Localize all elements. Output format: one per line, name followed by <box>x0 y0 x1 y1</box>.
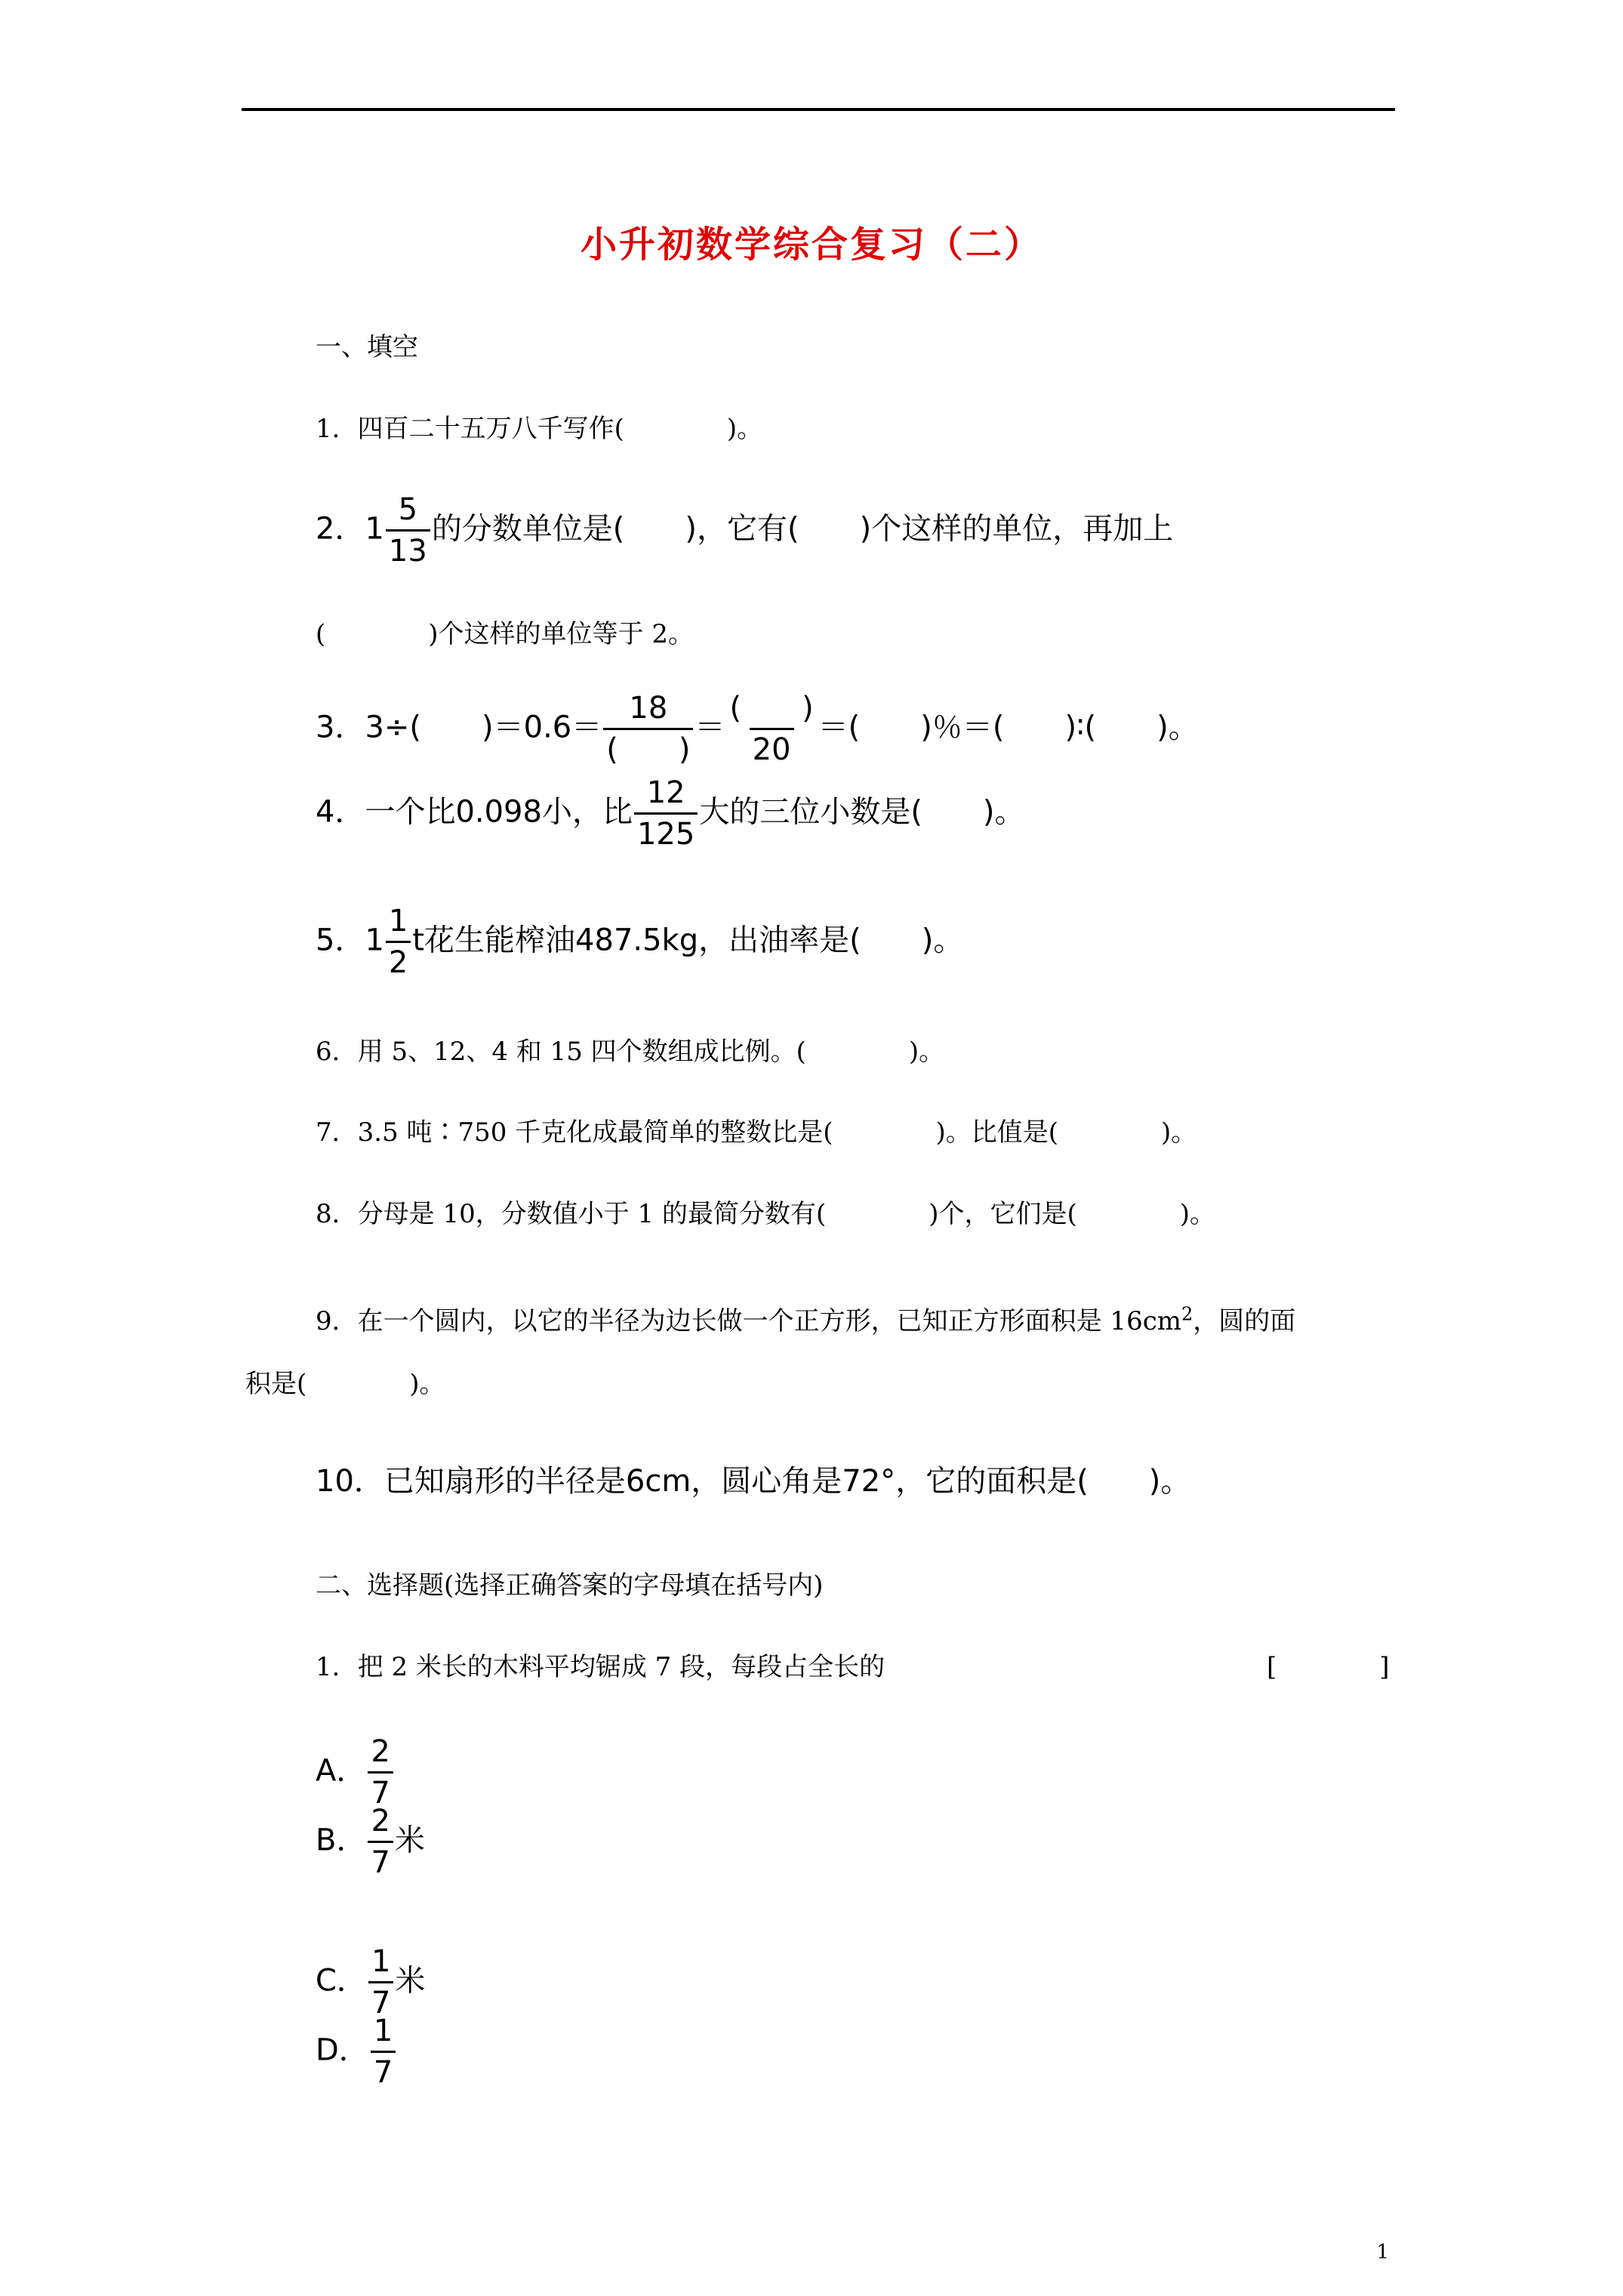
question-8: 8．分母是 10，分数值小于 1 的最简分数有( )个，它们是( )。 <box>316 1199 1216 1229</box>
option-b <box>316 1806 425 1878</box>
q5-num: 5． <box>316 923 365 958</box>
q2-num: 2． <box>316 511 365 547</box>
q3-equals: ＝ <box>694 710 725 745</box>
option-a-num: 2 <box>371 1734 390 1769</box>
question-2 <box>316 492 1174 569</box>
q3-part-a: 3．3÷( )＝0.6＝ <box>316 710 602 745</box>
q3-f1-den: ( ) <box>603 728 693 765</box>
q5-frac-num: 1 <box>388 904 408 938</box>
option-c-fraction <box>368 1946 393 2018</box>
question-1: 1．四百二十五万八千写作( )。 <box>316 414 763 444</box>
page-number: 1 <box>1376 2241 1389 2264</box>
q3-part-b: ＝( )％＝( )∶( )。 <box>818 710 1199 745</box>
question-2-line2: ( )个这样的单位等于 2。 <box>316 619 694 649</box>
option-c <box>316 1946 425 2018</box>
q2-fraction <box>386 492 430 569</box>
question-4 <box>316 775 1025 852</box>
option-c-num: 1 <box>371 1944 391 1979</box>
question-10: 10．已知扇形的半径是6cm，圆心角是72°，它的面积是( )。 <box>316 1464 1191 1499</box>
q4-part-b: 大的三位小数是( )。 <box>699 794 1025 830</box>
option-b-label: B． <box>316 1823 367 1858</box>
q9-superscript: 2 <box>1181 1303 1193 1325</box>
q5-whole: 1 <box>365 923 384 958</box>
page-title: 小升初数学综合复习（二） <box>580 223 1042 266</box>
option-b-fraction <box>368 1806 393 1878</box>
option-c-unit: 米 <box>395 1963 426 1999</box>
section1-heading: 一、填空 <box>316 332 418 362</box>
option-d <box>316 2016 397 2088</box>
option-c-label: C． <box>316 1963 367 1999</box>
q2-frac-den: 13 <box>386 529 430 566</box>
question-9-line2: 积是( )。 <box>245 1369 445 1399</box>
q4-frac-num: 12 <box>646 775 685 810</box>
option-d-label: D． <box>316 2032 369 2068</box>
q3-f2-den: 20 <box>750 728 794 765</box>
q9-line1-b: ，圆的面 <box>1193 1306 1296 1336</box>
option-d-fraction <box>371 2016 396 2088</box>
q3-f1-num: 18 <box>629 691 668 726</box>
option-a-label: A． <box>316 1753 367 1789</box>
question-9 <box>316 1300 1295 1337</box>
q4-fraction <box>634 775 698 852</box>
mc-question-1: 1．把 2 米长的木料平均锯成 7 段，每段占全长的 <box>316 1652 885 1682</box>
question-5 <box>316 906 963 978</box>
option-b-num: 2 <box>371 1804 390 1838</box>
option-b-unit: 米 <box>394 1823 425 1858</box>
question-6: 6．用 5、12、4 和 15 四个数组成比例。( )。 <box>316 1037 945 1067</box>
question-3 <box>316 693 1199 765</box>
q5-frac-den: 2 <box>386 941 411 978</box>
q2-frac-num: 5 <box>398 492 418 527</box>
q4-part-a: 4．一个比0.098小，比 <box>316 794 633 830</box>
answer-bracket: [ ] <box>1267 1652 1390 1682</box>
q3-fraction-2 <box>726 693 816 765</box>
q5-fraction <box>386 906 411 978</box>
option-b-den: 7 <box>368 1841 393 1878</box>
q2-text: 的分数单位是( )，它有( )个这样的单位，再加上 <box>431 511 1174 547</box>
q5-text: t花生能榨油487.5kg，出油率是( )。 <box>412 923 964 958</box>
header-rule <box>242 108 1395 111</box>
q9-line1-a: 9．在一个圆内，以它的半径为边长做一个正方形，已知正方形面积是 16cm <box>316 1306 1181 1336</box>
q3-fraction-1 <box>603 693 693 765</box>
section2-heading: 二、选择题(选择正确答案的字母填在括号内) <box>316 1570 824 1601</box>
option-d-num: 1 <box>373 2014 393 2048</box>
option-c-den: 7 <box>368 1981 393 2018</box>
option-a-den: 7 <box>368 1771 393 1808</box>
q3-f2-num: ( ) <box>729 691 814 726</box>
q2-whole: 1 <box>365 511 384 547</box>
option-a <box>316 1734 395 1811</box>
q4-frac-den: 125 <box>634 812 698 849</box>
option-a-fraction <box>368 1734 393 1811</box>
question-7: 7．3.5 吨∶750 千克化成最简单的整数比是( )。比值是( )。 <box>316 1117 1197 1148</box>
option-d-den: 7 <box>371 2051 396 2088</box>
